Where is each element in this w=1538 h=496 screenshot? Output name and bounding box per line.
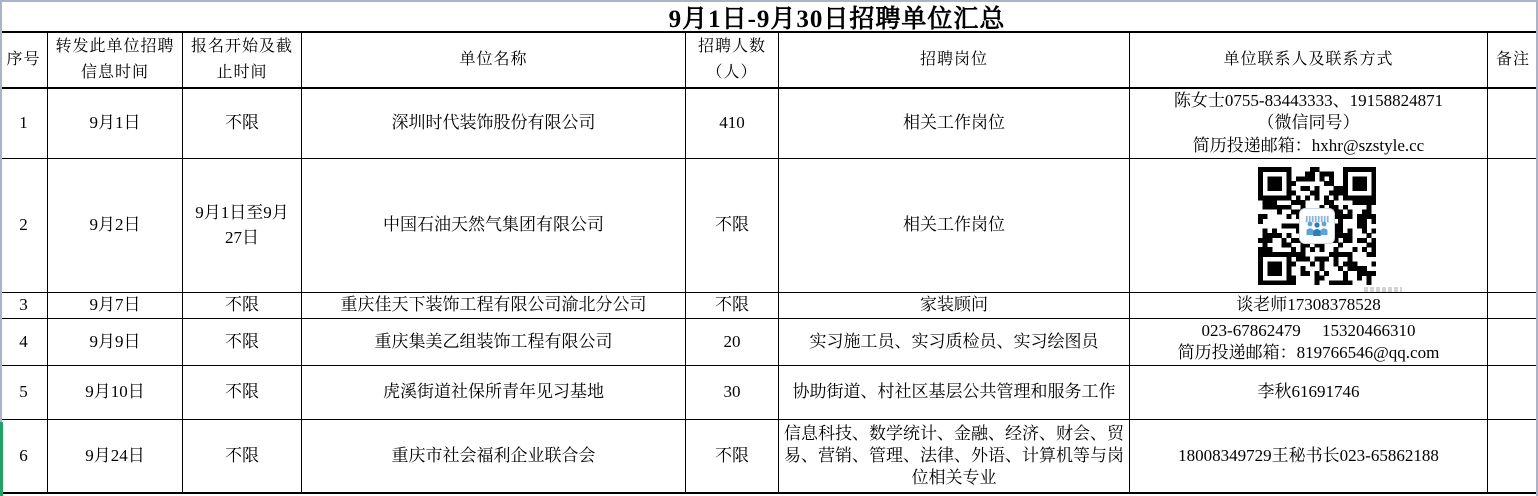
header-positions: 招聘岗位 xyxy=(779,33,1130,89)
cell-contact xyxy=(1130,420,1488,492)
summary-table xyxy=(0,31,1538,494)
cell-positions: 协助街道、村社区基层公共管理和服务工作 xyxy=(779,366,1130,420)
cell-signup: 9月1日至9月27日 xyxy=(183,159,302,293)
cell-forward: 9月1日 xyxy=(48,89,183,159)
cell-positions: 实习施工员、实习质检员、实习绘图员 xyxy=(779,319,1130,366)
cell-headcount: 不限 xyxy=(686,420,779,492)
cell-forward: 9月10日 xyxy=(48,366,183,420)
cell-contact xyxy=(1130,366,1488,420)
title-row xyxy=(0,2,1538,31)
cell-company: 重庆佳天下装饰工程有限公司渝北分公司 xyxy=(302,293,686,319)
cell-headcount: 30 xyxy=(686,366,779,420)
cell-signup: 不限 xyxy=(183,293,302,319)
cell-headcount: 20 xyxy=(686,319,779,366)
cell-remark xyxy=(1488,89,1538,159)
cell-remark xyxy=(1488,159,1538,293)
contact-line: 简历投递邮箱：819766546@qq.com xyxy=(1177,343,1440,362)
cell-seq: 6 xyxy=(0,420,48,492)
people-group-icon xyxy=(1302,211,1332,241)
contact-line: 李秋61691746 xyxy=(1257,382,1360,402)
sheet-edge-left xyxy=(0,0,2,422)
qr-center-logo xyxy=(1300,209,1334,243)
header-contact: 单位联系人及联系方式 xyxy=(1130,33,1488,89)
page-title: 9月1日-9月30日招聘单位汇总 xyxy=(668,5,1006,33)
cell-forward: 9月24日 xyxy=(48,420,183,492)
contact-line: 18008349729王秘书长023-65862188 xyxy=(1178,445,1439,465)
cell-company: 深圳时代装饰股份有限公司 xyxy=(302,89,686,159)
cell-positions: 相关工作岗位 xyxy=(779,89,1130,159)
cell-remark xyxy=(1488,366,1538,420)
cell-seq: 4 xyxy=(0,319,48,366)
cell-signup: 不限 xyxy=(183,89,302,159)
cell-forward: 9月2日 xyxy=(48,159,183,293)
cell-contact xyxy=(1130,319,1488,366)
cell-company: 中国石油天然气集团有限公司 xyxy=(302,159,686,293)
contact-line: 谈老师17308378528 xyxy=(1236,295,1381,315)
cell-remark xyxy=(1488,420,1538,492)
cell-headcount: 不限 xyxy=(686,293,779,319)
cell-contact-qr xyxy=(1130,159,1488,293)
cell-contact xyxy=(1130,293,1488,319)
cell-seq: 2 xyxy=(0,159,48,293)
cell-positions: 家装顾问 xyxy=(779,293,1130,319)
cell-remark xyxy=(1488,319,1538,366)
cell-seq: 5 xyxy=(0,366,48,420)
cell-remark xyxy=(1488,293,1538,319)
cell-company: 重庆集美乙组装饰工程有限公司 xyxy=(302,319,686,366)
contact-line: 陈女士0755-83443333、19158824871 xyxy=(1173,91,1444,111)
header-remark: 备注 xyxy=(1488,33,1538,89)
cell-positions: 信息科技、数学统计、金融、经济、财会、贸易、营销、管理、法律、外语、计算机等与岗位相关专业 xyxy=(779,420,1130,492)
header-signup-time: 报名开始及截止时间 xyxy=(183,33,302,89)
cell-signup: 不限 xyxy=(183,420,302,492)
cell-positions: 相关工作岗位 xyxy=(779,159,1130,293)
header-company: 单位名称 xyxy=(302,33,686,89)
contact-line: 023-67862479 15320466310 xyxy=(1201,320,1416,340)
cell-seq: 1 xyxy=(0,89,48,159)
cell-company: 重庆市社会福利企业联合会 xyxy=(302,420,686,492)
row6-green-marker xyxy=(0,422,3,496)
qr-wrap xyxy=(1258,167,1376,285)
contact-line: 简历投递邮箱：hxhr@szstyle.cc xyxy=(1192,135,1425,155)
cell-signup: 不限 xyxy=(183,319,302,366)
cell-seq: 3 xyxy=(0,293,48,319)
header-headcount: 招聘人数（人） xyxy=(686,33,779,89)
cell-forward: 9月7日 xyxy=(48,293,183,319)
cell-company: 虎溪街道社保所青年见习基地 xyxy=(302,366,686,420)
header-forward-time: 转发此单位招聘信息时间 xyxy=(48,33,183,89)
cell-forward: 9月9日 xyxy=(48,319,183,366)
cell-signup: 不限 xyxy=(183,366,302,420)
cell-headcount: 410 xyxy=(686,89,779,159)
header-seq: 序号 xyxy=(0,33,48,89)
contact-line: （微信同号） xyxy=(1257,113,1360,133)
cell-headcount: 不限 xyxy=(686,159,779,293)
cell-contact xyxy=(1130,89,1488,159)
